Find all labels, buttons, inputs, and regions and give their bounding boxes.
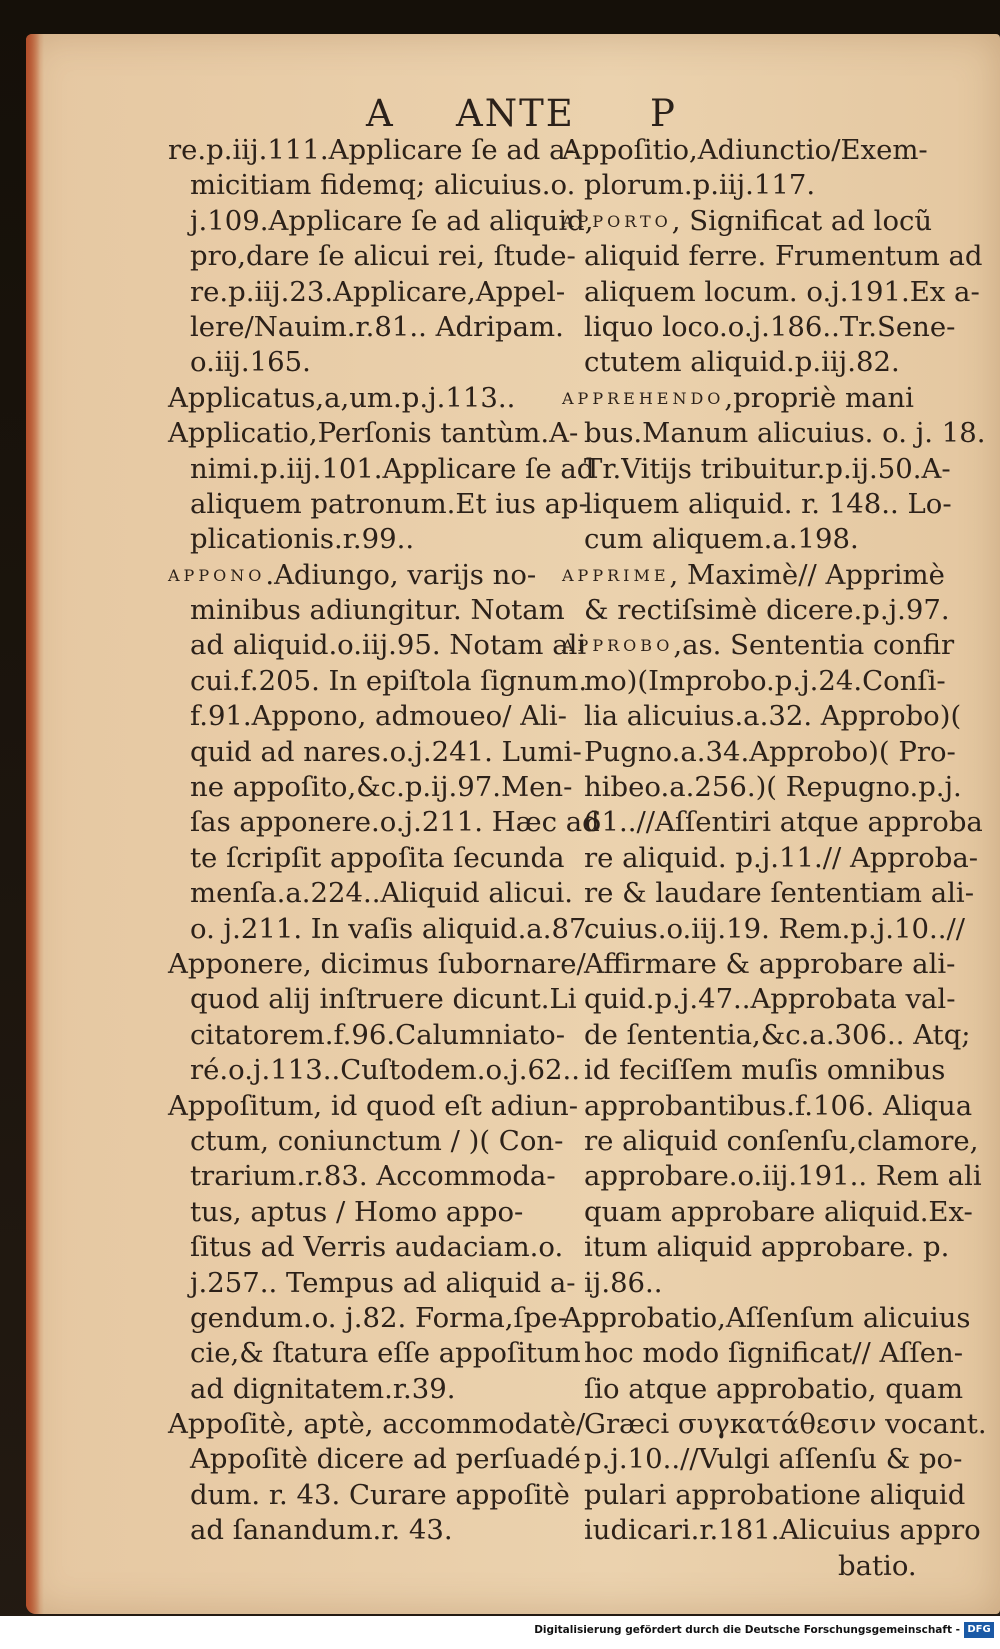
left-column-line: quid ad nares.o.j.241. Lumi-	[190, 735, 582, 768]
right-column-line: APPRIME, Maximè// Apprimè	[562, 558, 945, 591]
right-column-line: Græci συγκατάθεσιν vocant.	[584, 1408, 987, 1441]
right-column-line: Appoſitio,Adiunctio/Exem-	[562, 134, 928, 166]
right-column-line: plorum.p.iij.117.	[584, 169, 816, 202]
left-column-line: cui.f.205. In epiſtola ſignum.	[190, 664, 588, 697]
right-column-line: 61..//Aſſentiri atque approba	[584, 806, 983, 839]
left-column-line: aliquem patronum.Et ius ap-	[190, 487, 588, 520]
left-column-line: tus, aptus / Homo appo-	[190, 1195, 524, 1228]
left-column-line: Appoſitè dicere ad perſuadé	[190, 1443, 581, 1476]
left-column-line: lere/Nauim.r.81.. Adripam.	[190, 310, 564, 343]
left-column-line: nimi.p.iij.101.Applicare ſe ad	[190, 452, 595, 485]
left-column-line: re.p.iij.23.Applicare,Appel-	[190, 275, 566, 308]
running-head	[0, 92, 1000, 138]
right-column-line: iudicari.r.181.Alicuius appro	[584, 1514, 981, 1547]
right-column-line: pulari approbatione aliquid	[584, 1478, 966, 1511]
right-column-line: p.j.10..//Vulgi aſſenſu & po-	[584, 1443, 963, 1476]
left-column-line: ctum, coniunctum / )( Con-	[190, 1124, 564, 1157]
right-column-line: approbantibus.f.106. Aliqua	[584, 1089, 973, 1122]
left-column-line: o. j.211. In vaſis aliquid.a.87.	[190, 912, 596, 945]
left-column-line: j.257.. Tempus ad aliquid a-	[190, 1266, 576, 1299]
right-column-line: ij.86..	[584, 1266, 663, 1299]
left-column-line: cie,& ſtatura eſſe appoſitum	[190, 1337, 581, 1370]
right-column-line: quid.p.j.47..Approbata val-	[584, 983, 956, 1016]
left-column	[168, 133, 600, 1549]
left-column-line: Appoſitè, aptè, accommodatè/	[168, 1408, 586, 1441]
right-column-line: quam approbare aliquid.Ex-	[584, 1195, 973, 1228]
right-column-line: Approbatio,Aſſenſum alicuius	[562, 1301, 971, 1334]
right-column-line: cuius.o.iij.19. Rem.p.j.10..//	[584, 912, 966, 945]
right-column-line: itum aliquid approbare. p.	[584, 1231, 950, 1264]
right-column-line: cum aliquem.a.198.	[584, 523, 859, 556]
running-head-letter-right: P	[650, 92, 677, 135]
right-column-line: de ſententia,&c.a.306.. Atq;	[584, 1018, 971, 1051]
right-column-line: mo)(Improbo.p.j.24.Conſi-	[584, 664, 946, 697]
right-column-line: ctutem aliquid.p.iij.82.	[584, 346, 900, 379]
dfg-logo: DFG	[964, 1622, 994, 1638]
left-column-line: o.iij.165.	[190, 346, 311, 379]
right-column-line: batio.	[838, 1549, 917, 1582]
left-column-line: Applicatus,a,um.p.j.113..	[168, 381, 516, 414]
right-column-line: aliquem locum. o.j.191.Ex a-	[584, 275, 980, 308]
left-column-line: j.109.Applicare ſe ad aliquid,	[190, 204, 594, 237]
left-column-line: citatorem.f.96.Calumniato-	[190, 1018, 565, 1051]
left-column-line: Appoſitum, id quod eſt adiun-	[168, 1089, 579, 1122]
left-column-line: ad ſanandum.r. 43.	[190, 1514, 453, 1547]
left-column-line: re.p.iij.111.Applicare ſe ad a-	[168, 134, 575, 166]
left-column-line: Apponere, dicimus ſubornare/	[168, 947, 586, 980]
right-column-line: liquo loco.o.j.186..Tr.Sene-	[584, 310, 956, 343]
right-column-line: & rectiſsimè dicere.p.j.97.	[584, 594, 950, 627]
right-column-line: APPREHENDO,propriè mani	[562, 381, 914, 414]
left-column-line: ſas apponere.o.j.211. Hæc ad	[190, 806, 600, 839]
right-column-line: liquem aliquid. r. 148.. Lo-	[584, 487, 952, 520]
right-column-line: APPROBO,as. Sententia confir	[562, 629, 955, 662]
right-column-line: bus.Manum alicuius. o. j. 18.	[584, 417, 986, 450]
running-head-letter-left: A	[366, 92, 395, 135]
left-column-line: plicationis.r.99..	[190, 523, 415, 556]
left-column-line: APPONO.Adiungo, varijs no-	[168, 558, 537, 591]
left-column-line: te ſcripſit appoſita ſecunda	[190, 841, 565, 874]
left-column-line: ad dignitatem.r.39.	[190, 1372, 456, 1405]
right-column-line: ſio atque approbatio, quam	[584, 1372, 964, 1405]
right-column	[562, 133, 987, 1584]
right-column-line: Affirmare & approbare ali-	[584, 947, 956, 980]
left-column-line: micitiam fidemq; alicuius.o.	[190, 169, 576, 202]
right-column-line: re aliquid conſenſu,clamore,	[584, 1124, 979, 1157]
footer-credit: Digitalisierung gefördert durch die Deutsche Forschungsgemeinschaft -	[534, 1624, 960, 1636]
left-column-line: ré.o.j.113..Cuſtodem.o.j.62..	[190, 1054, 581, 1087]
left-column-line: dum. r. 43. Curare appoſitè	[190, 1478, 570, 1511]
footer-bar	[0, 1616, 1000, 1649]
left-column-line: pro,dare ſe alicui rei, ſtude-	[190, 240, 576, 273]
left-column-line: ne appoſito,&c.p.ij.97.Men-	[190, 771, 573, 804]
right-column-line: lia alicuius.a.32. Approbo)(	[584, 700, 962, 733]
left-column-line: Applicatio,Perſonis tantùm.A-	[168, 417, 579, 450]
left-column-line: ſitus ad Verris audaciam.o.	[190, 1231, 564, 1264]
left-column-line: ad aliquid.o.iij.95. Notam ali	[190, 629, 587, 662]
left-column-line: trarium.r.83. Accommoda-	[190, 1160, 556, 1193]
left-column-line: minibus adiungitur. Notam	[190, 594, 565, 627]
running-head-word: ANTE	[456, 92, 575, 135]
left-column-line: f.91.Appono, admoueo/ Ali-	[190, 700, 567, 733]
right-column-line: APPORTO, Significat ad locũ	[562, 204, 933, 237]
right-column-line: aliquid ferre. Frumentum ad	[584, 240, 983, 273]
right-column-line: hoc modo ſignificat// Aſſen-	[584, 1337, 963, 1370]
right-column-line: Pugno.a.34.Approbo)( Pro-	[584, 735, 956, 768]
right-column-line: id feciſſem muſis omnibus	[584, 1054, 946, 1087]
left-column-line: gendum.o. j.82. Forma,ſpe-	[190, 1301, 567, 1334]
left-column-line: menſa.a.224..Aliquid alicui.	[190, 877, 574, 910]
right-column-line: re & laudare ſententiam ali-	[584, 877, 974, 910]
right-column-line: Tr.Vitijs tribuitur.p.ij.50.A-	[584, 452, 951, 485]
right-column-line: hibeo.a.256.)( Repugno.p.j.	[584, 771, 962, 804]
right-column-line: re aliquid. p.j.11.// Approba-	[584, 841, 979, 874]
right-column-line: approbare.o.iij.191.. Rem ali	[584, 1160, 982, 1193]
left-column-line: quod alij inſtruere dicunt.Li	[190, 983, 577, 1016]
